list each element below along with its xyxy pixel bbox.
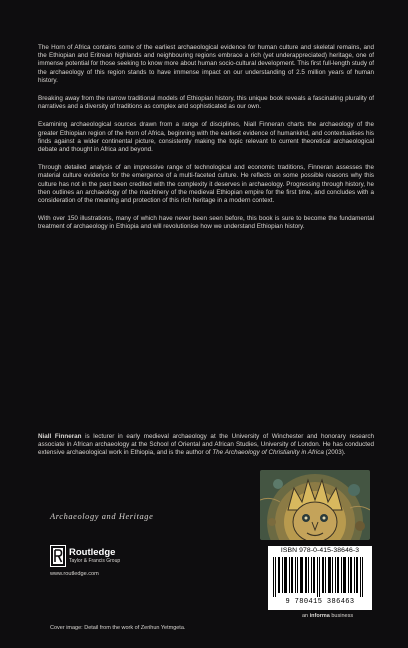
informa-suffix: business — [329, 613, 354, 619]
bio-book-title: The Archaeology of Christianity in Africa — [212, 449, 324, 457]
blurb-paragraph-2: Breaking away from the narrow traditional models of Ethiopian history, this unique book reveals a fascinating plurality of narratives and a diversity of traditions as complex and sophisticated as our own. — [38, 95, 374, 111]
informa-tagline — [302, 613, 353, 619]
isbn-label: ISBN 978-0-415-38646-3 — [280, 547, 360, 554]
routledge-r-logo-icon — [50, 545, 66, 567]
author-bio — [38, 433, 374, 458]
blurb-paragraph-1: The Horn of Africa contains some of the earliest archaeological evidence for human culture and skeletal remains, and the Ethiopian and Eritrean highlands and neighbouring regions embrace a rich (yet underappreciated) heritage, one of immense potential for those seeking to know more about human socio-cultural development. This first full-length study of the archaeology of this region stands to have immense impact on our understanding of 2.5 million years of human history. — [38, 44, 374, 84]
barcode-bars — [271, 557, 369, 597]
bio-text-1: is lecturer in early medieval archaeology at the University of Winchester and honorary research associate in African archaeology at the School of Oriental and African Studies, University of London. He has conducted extensive archaeological work in Ethiopia, and is the author of — [38, 433, 375, 457]
publisher-text — [69, 548, 120, 564]
series-title: Archaeology and Heritage — [50, 512, 154, 521]
informa-brand: informa — [309, 613, 330, 619]
blurb-paragraph-3: Examining archaeological sources drawn from a range of disciplines, Niall Finneran charts the archaeology of the greater Ethiopian region of the Horn of Africa, beginning with the earliest evidence of humankind, and contextualises his finds against a wider continental picture, consistently making the topic relevant to current theoretical archaeological debate and thought in Africa and beyond. — [38, 121, 374, 154]
blurb-paragraph-4: Through detailed analysis of an impressive range of technological and economic traditions, Finneran assesses the material culture evidence for the emergence of a multi-faceted culture. He reflects on some possible reasons why this culture has not in the past been credited with the complexity it deserves in archaeology. Progressing through history, he then outlines an archaeology of the machinery of the medieval Ethiopian empire for the first time, and concludes with a consideration of the meaning and protection of this rich heritage in a modern context. — [38, 164, 374, 205]
author-name: Niall Finneran — [38, 433, 82, 440]
publisher-group: Taylor & Francis Group — [69, 558, 121, 564]
barcode-digits: 9 780415 386463 — [285, 598, 355, 606]
cover-image-credit: Cover image: Detail from the work of Zerihun Yetmgeta. — [50, 625, 186, 631]
bio-text-2: (2003). — [323, 449, 346, 457]
informa-prefix: an — [302, 613, 310, 619]
blurb — [38, 44, 374, 242]
cover-artwork — [260, 470, 370, 540]
publisher-website: www.routledge.com — [50, 571, 99, 577]
blurb-paragraph-5: With over 150 illustrations, many of which have never been seen before, this book is sure to become the fundamental treatment of archaeology in Ethiopia and will revolutionise how we understand Ethiopian history. — [38, 215, 374, 231]
publisher-logo — [50, 545, 120, 567]
isbn-barcode — [268, 546, 372, 610]
publisher-name: Routledge — [69, 547, 116, 558]
